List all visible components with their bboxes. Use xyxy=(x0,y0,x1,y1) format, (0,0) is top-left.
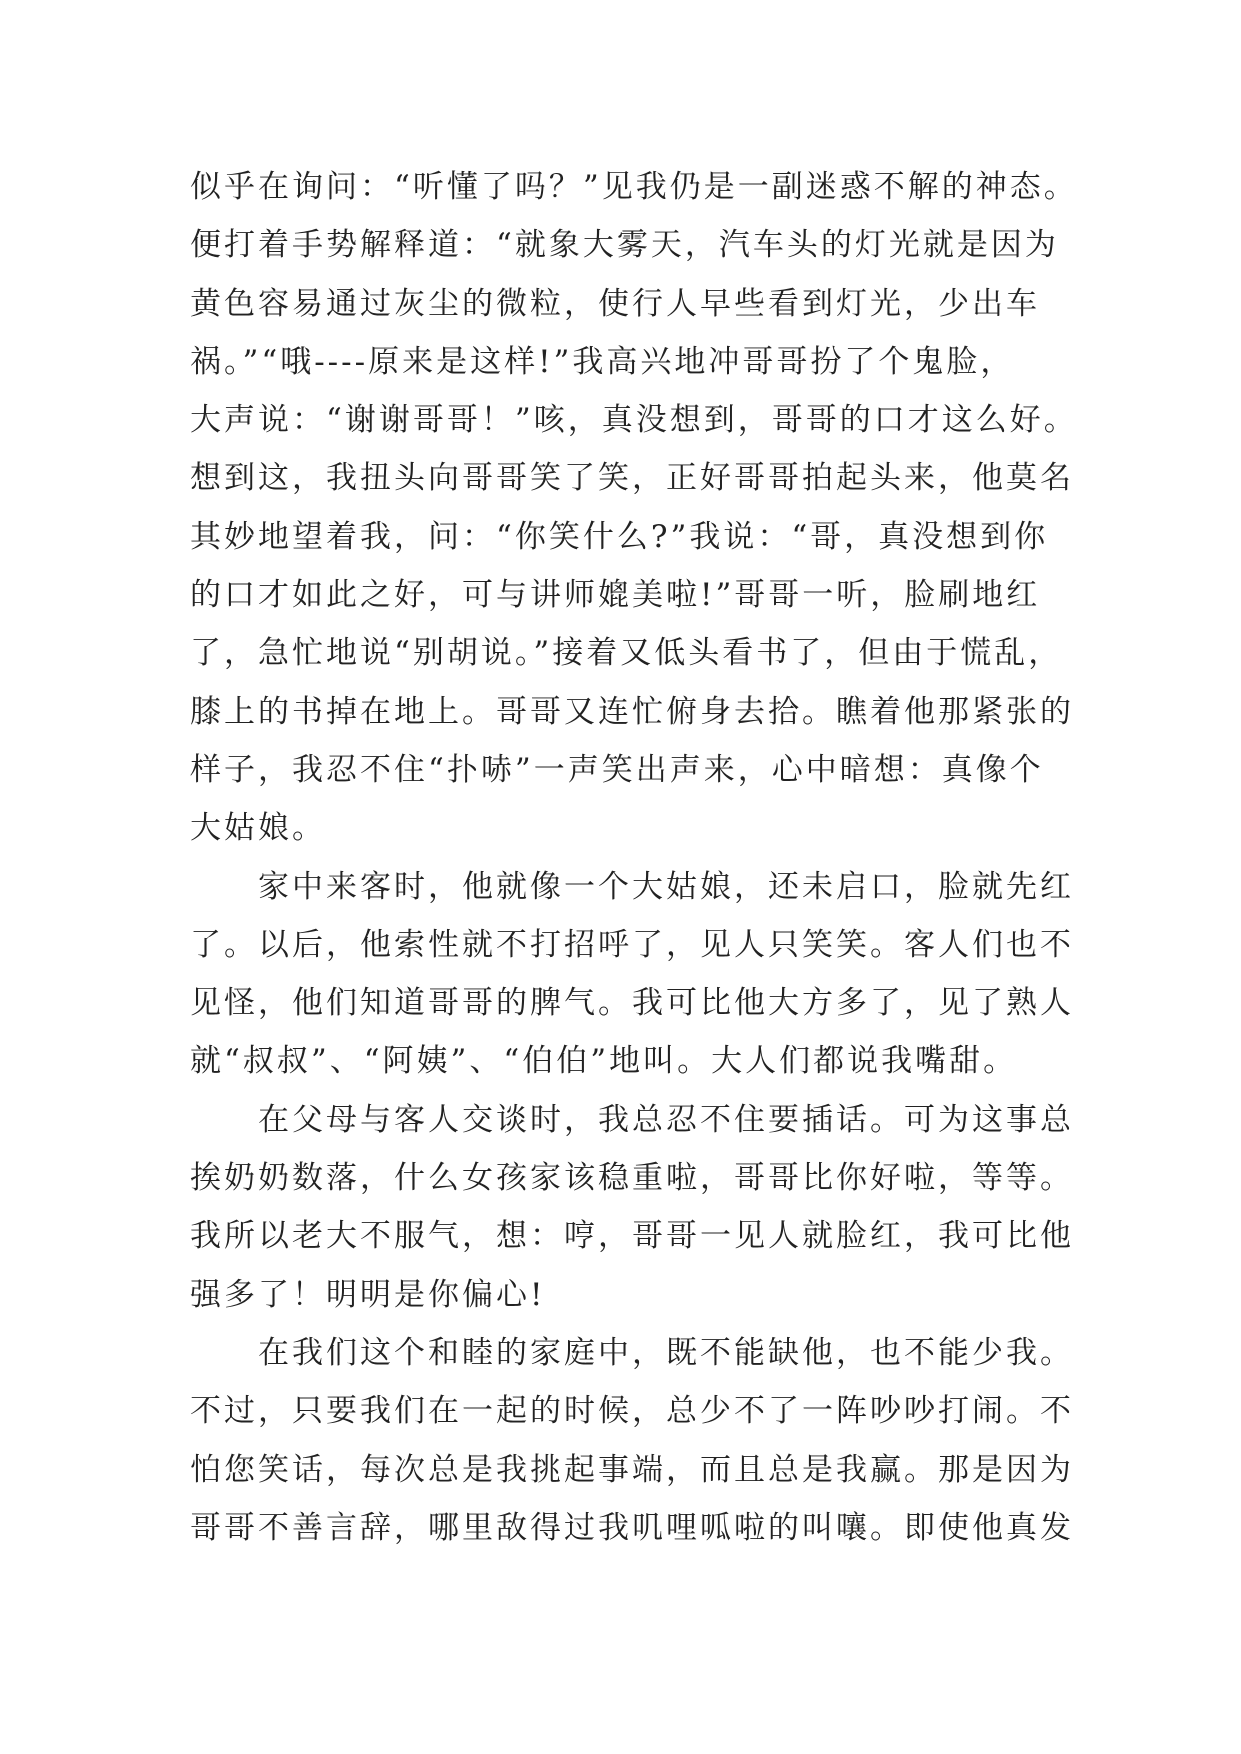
text-line: 似乎在询问：“听懂了吗？”见我仍是一副迷惑不解的神态。 xyxy=(190,169,1078,205)
text-line: 其妙地望着我，问：“你笑什么?”我说：“哥，真没想到你 xyxy=(190,518,1049,555)
text-line: 我所以老大不服气，想：哼，哥哥一见人就脸红，我可比他 xyxy=(190,1218,1074,1255)
text-line: 了，急忙地说“别胡说。”接着又低头看书了，但由于慌乱， xyxy=(190,635,1063,672)
text-line: 祸。”“哦----原来是这样!”我高兴地冲哥哥扮了个鬼脸， xyxy=(190,343,1015,380)
text-line: 强多了！明明是你偏心! xyxy=(190,1276,546,1313)
text-line: 家中来客时，他就像一个大姑娘，还未启口，脸就先红 xyxy=(190,868,1074,905)
text-line: 了。以后，他索性就不打招呼了，见人只笑笑。客人们也不 xyxy=(190,926,1074,963)
text-line: 的口才如此之好，可与讲师媲美啦!”哥哥一听，脸刷地红 xyxy=(190,577,1041,614)
text-line: 在我们这个和睦的家庭中，既不能缺他，也不能少我。 xyxy=(190,1334,1074,1371)
text-line: 不过，只要我们在一起的时候，总少不了一阵吵吵打闹。不 xyxy=(190,1393,1074,1430)
text-body xyxy=(190,158,1078,1557)
text-line: 哥哥不善言辞，哪里敌得过我叽哩呱啦的叫嚷。即使他真发 xyxy=(190,1509,1074,1546)
text-line: 大声说：“谢谢哥哥！”咳，真没想到，哥哥的口才这么好。 xyxy=(190,402,1078,439)
text-line: 样子，我忍不住“扑哧”一声笑出声来，心中暗想：真像个 xyxy=(190,751,1044,788)
text-line: 便打着手势解释道：“就象大雾天，汽车头的灯光就是因为 xyxy=(190,227,1059,264)
text-line: 见怪，他们知道哥哥的脾气。我可比他大方多了，见了熟人 xyxy=(190,985,1074,1022)
text-line: 怕您笑话，每次总是我挑起事端，而且总是我赢。那是因为 xyxy=(190,1451,1074,1488)
text-line: 膝上的书掉在地上。哥哥又连忙俯身去拾。瞧着他那紧张的 xyxy=(190,693,1074,730)
text-line: 就“叔叔”、“阿姨”、“伯伯”地叫。大人们都说我嘴甜。 xyxy=(190,1043,1018,1080)
text-line: 黄色容易通过灰尘的微粒，使行人早些看到灯光，少出车 xyxy=(190,285,1040,322)
text-line: 挨奶奶数落，什么女孩家该稳重啦，哥哥比你好啦，等等。 xyxy=(190,1160,1074,1197)
text-line: 在父母与客人交谈时，我总忍不住要插话。可为这事总 xyxy=(190,1101,1074,1138)
text-line: 大姑娘。 xyxy=(190,810,326,847)
text-line: 想到这，我扭头向哥哥笑了笑，正好哥哥拍起头来，他莫名 xyxy=(190,460,1074,497)
